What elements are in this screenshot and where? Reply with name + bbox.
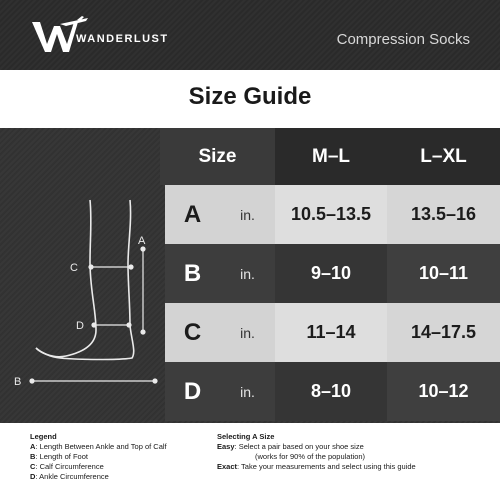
diagram-label-c: C — [70, 262, 78, 274]
row-value-lxl: 13.5–16 — [387, 185, 500, 244]
diagram-label-d: D — [76, 320, 84, 332]
table-row — [165, 185, 500, 244]
row-value-lxl: 10–11 — [387, 244, 500, 303]
legend — [30, 432, 210, 482]
row-value-lxl: 10–12 — [387, 362, 500, 421]
row-unit: in. — [240, 265, 255, 282]
table-row — [165, 244, 500, 303]
table-row — [165, 303, 500, 362]
column-header-ml: M–L — [275, 128, 387, 185]
measure-line-d — [92, 323, 131, 327]
legend-item: D: Ankle Circumference — [30, 472, 109, 481]
legend-heading: Legend — [30, 432, 57, 441]
title-band — [0, 70, 500, 128]
table-row — [165, 362, 500, 421]
row-letter: B — [183, 259, 202, 287]
row-letter: C — [183, 318, 202, 346]
row-value-lxl: 14–17.5 — [387, 303, 500, 362]
column-header-lxl: L–XL — [387, 128, 500, 185]
brand-name: WANDERLUST — [76, 33, 169, 45]
legend-item: B: Length of Foot — [30, 452, 88, 461]
measure-line-a — [141, 247, 145, 334]
product-name: Compression Socks — [336, 31, 470, 48]
page-title: Size Guide — [188, 83, 312, 110]
measure-line-b — [30, 379, 157, 383]
legend-item: C: Calf Circumference — [30, 462, 104, 471]
measure-line-c — [89, 265, 133, 269]
column-header-size: Size — [160, 128, 275, 185]
diagram-label-b: B — [14, 376, 22, 388]
row-value-ml: 11–14 — [275, 303, 387, 362]
leg-outline — [36, 200, 134, 360]
selecting-easy: Easy: Select a pair based on your shoe size — [217, 442, 364, 451]
row-unit: in. — [240, 206, 255, 223]
row-unit: in. — [240, 324, 255, 341]
row-letter: D — [183, 377, 202, 405]
row-unit: in. — [240, 383, 255, 400]
selecting-a-size — [217, 432, 487, 472]
legend-item: A: Length Between Ankle and Top of Calf — [30, 442, 167, 451]
row-letter: A — [183, 200, 202, 228]
selecting-heading: Selecting A Size — [217, 432, 275, 441]
header-bar — [0, 0, 500, 70]
row-value-ml: 9–10 — [275, 244, 387, 303]
selecting-easy-sub: (works for 90% of the population) — [255, 452, 366, 461]
selecting-exact: Exact: Take your measurements and select using this guide — [217, 462, 416, 471]
row-value-ml: 8–10 — [275, 362, 387, 421]
diagram-label-a: A — [138, 235, 146, 247]
row-value-ml: 10.5–13.5 — [275, 185, 387, 244]
leg-measurement-diagram — [0, 192, 165, 392]
